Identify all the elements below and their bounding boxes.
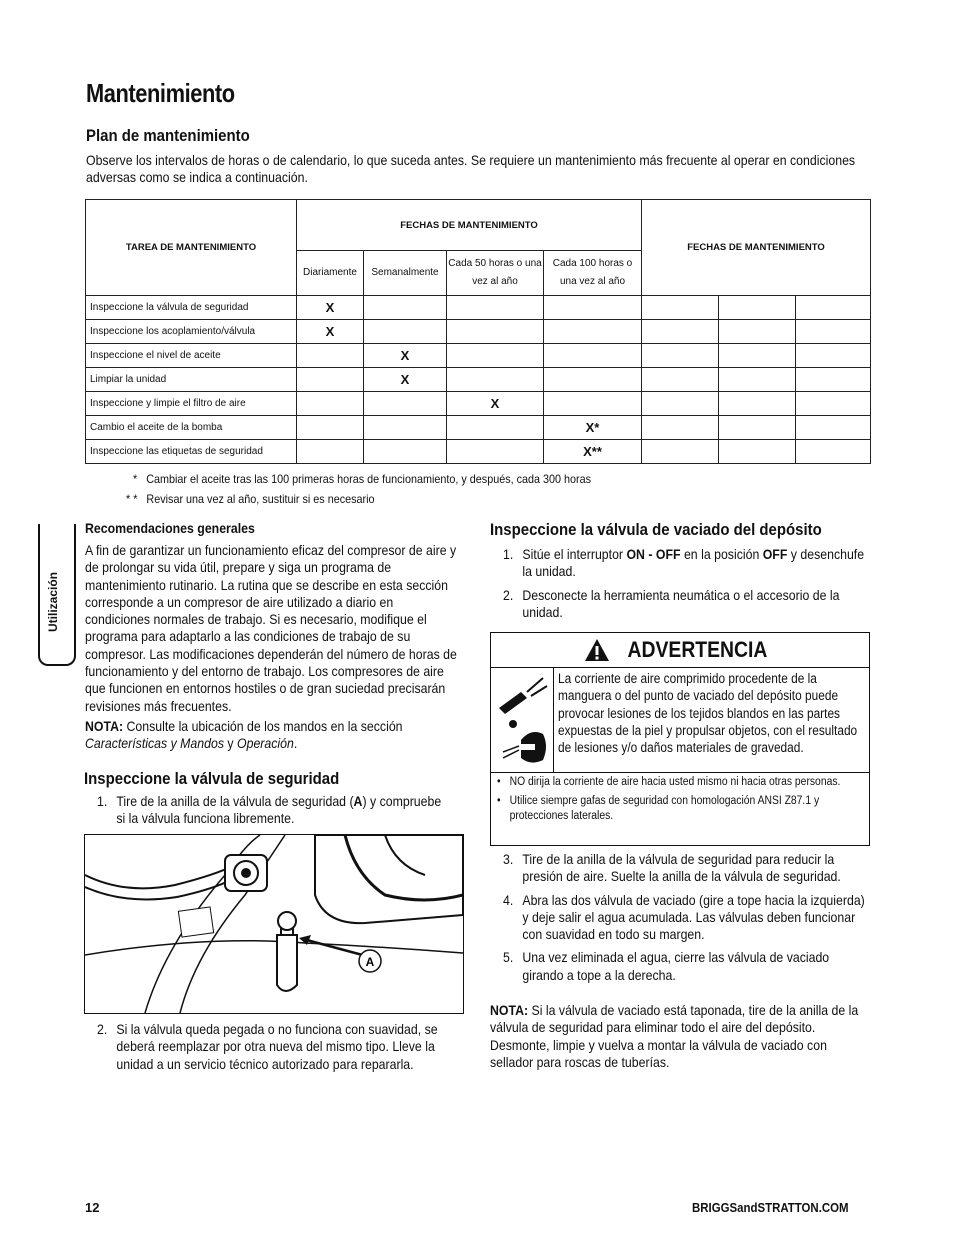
table-row (86, 320, 871, 344)
step-text: Una vez eliminada el agua, cierre las válvula de vaciado girando a tope a la derecha. (522, 949, 830, 983)
table-row (86, 296, 871, 320)
note-ref-controls: Características y Mandos (85, 735, 224, 752)
step-text: Tire de la anilla de la válvula de seguridad ( (116, 793, 354, 809)
page-title: Mantenimiento (86, 78, 235, 108)
maintenance-table (85, 199, 871, 464)
table-row (86, 440, 871, 464)
date-log-cell (719, 416, 796, 440)
interval-mark-cell (364, 416, 447, 440)
drain-heading: Inspeccione la válvula de vaciado del depósito (490, 520, 822, 539)
task-cell: Cambio el aceite de la bomba (86, 416, 297, 440)
safety-valve-steps-cont (97, 1021, 458, 1079)
date-log-cell (642, 416, 719, 440)
step-text: Tire de la anilla de la válvula de seguridad para reducir la presión de aire. Suelte la anilla de la válvula de seguridad. (522, 851, 841, 885)
interval-mark-cell (297, 368, 364, 392)
task-cell: Inspeccione y limpie el filtro de aire (86, 392, 297, 416)
interval-mark-cell (544, 368, 642, 392)
step-item: 2. Si la válvula queda pegada o no funciona con suavidad, se deberá reemplazar por otra nueva del mismo tipo. Lleve la unidad a un servicio técnico autorizado para repararla. (97, 1021, 438, 1072)
interval-mark-cell: X* (544, 416, 642, 440)
interval-mark-cell (364, 440, 447, 464)
step-text: Abra las dos válvula de vaciado (gire a tope hacia la izquierda) y deje salir el agua acumulada. Las válvulas deben funcionar con suavidad en todo su margen. (522, 891, 865, 943)
date-log-cell (642, 368, 719, 392)
footnote-text: Revisar una vez al año, sustituir si es necesario (146, 492, 375, 506)
step-item: 1. Sitúe el interruptor ON - OFF en la posición OFF y desenchufe la unidad. (503, 546, 865, 580)
task-cell: Inspeccione las etiquetas de seguridad (86, 440, 297, 464)
date-log-cell (719, 296, 796, 320)
date-log-cell (796, 344, 871, 368)
drain-steps (503, 546, 866, 627)
date-log-cell (719, 392, 796, 416)
note-and: y (227, 735, 234, 752)
interval-daily: Diariamente (297, 251, 364, 296)
date-log-cell (719, 344, 796, 368)
warning-bullets (491, 773, 869, 830)
interval-50h: Cada 50 horas o una vez al año (447, 251, 544, 296)
warning-bullet: • Utilice siempre gafas de seguridad con homologación ANSI Z87.1 y protecciones laterales. (497, 794, 870, 825)
step-off: OFF (762, 546, 788, 562)
interval-mark-cell: X (447, 392, 544, 416)
date-log-cell (796, 320, 871, 344)
callout-label: A (365, 955, 375, 969)
date-log-cell (796, 392, 871, 416)
warning-body (491, 668, 869, 773)
warning-icons (491, 668, 554, 772)
interval-mark-cell (544, 296, 642, 320)
note-ref-operation: Operación (237, 735, 294, 752)
table-row (86, 344, 871, 368)
date-log-cell (796, 440, 871, 464)
date-log-cell (642, 320, 719, 344)
date-log-cell (642, 344, 719, 368)
interval-mark-cell (447, 344, 544, 368)
note-end: . (293, 735, 298, 752)
footnote-mark: * (133, 472, 138, 486)
drain-note (490, 1002, 868, 1071)
interval-mark-cell (447, 440, 544, 464)
task-cell: Inspeccione los acoplamiento/válvula (86, 320, 297, 344)
header-dates-log: FECHAS DE MANTENIMIENTO (642, 200, 871, 296)
interval-mark-cell (364, 392, 447, 416)
interval-100h: Cada 100 horas o una vez al año (544, 251, 642, 296)
footnote-1 (133, 472, 591, 486)
interval-weekly: Semanalmente (364, 251, 447, 296)
header-dates: FECHAS DE MANTENIMIENTO (297, 200, 642, 251)
drain-steps-cont (503, 851, 866, 990)
step-text: ) y compruebe si la válvula funciona libremente. (116, 793, 442, 827)
date-log-cell (719, 368, 796, 392)
interval-mark-cell (297, 344, 364, 368)
step-switch: ON - OFF (626, 546, 681, 562)
note-text: Consulte la ubicación de los mandos en la sección (126, 718, 403, 734)
note-label: NOTA: (85, 718, 124, 734)
step-text: Desconecte la herramienta neumática o el accesorio de la unidad. (522, 586, 840, 620)
interval-mark-cell (297, 392, 364, 416)
table-row (86, 368, 871, 392)
warning-box (490, 632, 870, 846)
task-cell: Inspeccione el nivel de aceite (86, 344, 297, 368)
task-cell: Inspeccione la válvula de seguridad (86, 296, 297, 320)
plan-intro: Observe los intervalos de horas o de calendario, lo que suceda antes. Se requiere un mantenimiento más frecuente al operar en condiciones adversas como se indica a continuación. (86, 152, 856, 186)
interval-mark-cell: X (297, 320, 364, 344)
general-note (85, 718, 462, 753)
task-cell: Limpiar la unidad (86, 368, 297, 392)
step-ref: A (353, 793, 363, 809)
interval-mark-cell (364, 296, 447, 320)
date-log-cell (796, 368, 871, 392)
date-log-cell (719, 320, 796, 344)
warning-triangle-icon (584, 638, 610, 662)
footer-website: BRIGGSandSTRATTON.COM (692, 1200, 849, 1215)
table-row (86, 392, 871, 416)
date-log-cell (796, 416, 871, 440)
footnote-text: Cambiar el aceite tras las 100 primeras horas de funcionamiento, y después, cada 300 horas (146, 472, 592, 486)
air-jet-hazard-icon (491, 668, 553, 772)
compressor-illustration (85, 835, 463, 1013)
interval-mark-cell (544, 320, 642, 344)
warning-text-cell (554, 668, 912, 772)
page-number: 12 (85, 1200, 100, 1215)
footnote-mark: * * (126, 492, 138, 506)
interval-mark-cell: X (364, 368, 447, 392)
note-label: NOTA: (490, 1002, 529, 1018)
interval-mark-cell (544, 392, 642, 416)
interval-mark-cell (447, 296, 544, 320)
interval-mark-cell: X (297, 296, 364, 320)
table-row (86, 416, 871, 440)
step-item: 4. Abra las dos válvula de vaciado (gire a tope hacia la izquierda) y deje salir el agua acumulada. Las válvulas deben funcionar con suavidad en todo su margen. (503, 891, 865, 943)
step-item: 5. Una vez eliminada el agua, cierre las válvula de vaciado girando a tope a la derecha. (503, 949, 830, 983)
safety-valve-heading: Inspeccione la válvula de seguridad (84, 769, 340, 788)
warning-title: ADVERTENCIA (627, 637, 767, 662)
step-item: 3. Tire de la anilla de la válvula de seguridad para reducir la presión de aire. Suelte la anilla de la válvula de seguridad. (503, 851, 841, 885)
date-log-cell (719, 440, 796, 464)
step-text: y desenchufe la unidad. (522, 546, 865, 580)
side-tab-label: Utilización (46, 571, 60, 632)
interval-mark-cell (297, 416, 364, 440)
step-text: Si la válvula queda pegada o no funciona con suavidad, se deberá reemplazar por otra nueva del mismo tipo. Lleve la unidad a un servicio técnico autorizado para repararla. (116, 1021, 438, 1072)
safety-valve-steps (97, 793, 445, 834)
plan-heading: Plan de mantenimiento (86, 126, 250, 145)
step-item: 2. Desconecte la herramienta neumática o el accesorio de la unidad. (503, 586, 840, 620)
interval-mark-cell (364, 320, 447, 344)
footnote-2 (126, 492, 375, 506)
general-heading: Recomendaciones generales (85, 520, 255, 536)
header-task: TAREA DE MANTENIMIENTO (86, 200, 297, 296)
interval-mark-cell (297, 440, 364, 464)
interval-mark-cell (447, 416, 544, 440)
note-text: Si la válvula de vaciado está taponada, tire de la anilla de la válvula de seguridad para eliminar todo el aire del depósito. Desmonte, limpie y vuelva a montar la válvula de vaciado con sellador para roscas de tuberías. (490, 1002, 859, 1070)
warning-bullet: • NO dirija la corriente de aire hacia usted mismo ni hacia otras personas. (497, 775, 870, 791)
interval-mark-cell: X (364, 344, 447, 368)
warning-text: La corriente de aire comprimido procedente de la manguera o del punto de vaciado del depósito puede provocar lesiones de los tejidos blandos en las partes expuestas de la piel y propulsar objetos, con el resultado de lesiones y/o daños materiales de gravedad. (558, 671, 858, 756)
interval-mark-cell (447, 368, 544, 392)
general-body: A fin de garantizar un funcionamiento eficaz del compresor de aire y de prolongar su vida útil, prepare y siga un programa de mantenimiento rutinario. La rutina que se describe en esta sección corresponde a un compresor de aire utilizado a diario en condiciones normales de trabajo. Si es necesario, modifique el programa para adaptarlo a las condiciones de trabajo de su compresor. Las modificaciones dependerán del número de horas de funcionamiento y del entorno de trabajo. Los compresores de aire que funcionen en entornos hostiles o de gran suciedad precisarán revisiones más frecuentes. (85, 542, 457, 714)
date-log-cell (642, 392, 719, 416)
step-item: 1. Tire de la anilla de la válvula de seguridad (A) y compruebe si la válvula funciona libremente. (97, 793, 442, 827)
interval-mark-cell (447, 320, 544, 344)
date-log-cell (642, 296, 719, 320)
date-log-cell (796, 296, 871, 320)
interval-mark-cell: X** (544, 440, 642, 464)
interval-mark-cell (544, 344, 642, 368)
warning-header (491, 633, 869, 668)
step-text: en la posición (683, 546, 760, 562)
safety-valve-figure (84, 834, 464, 1014)
date-log-cell (642, 440, 719, 464)
step-text: Sitúe el interruptor (522, 546, 624, 562)
